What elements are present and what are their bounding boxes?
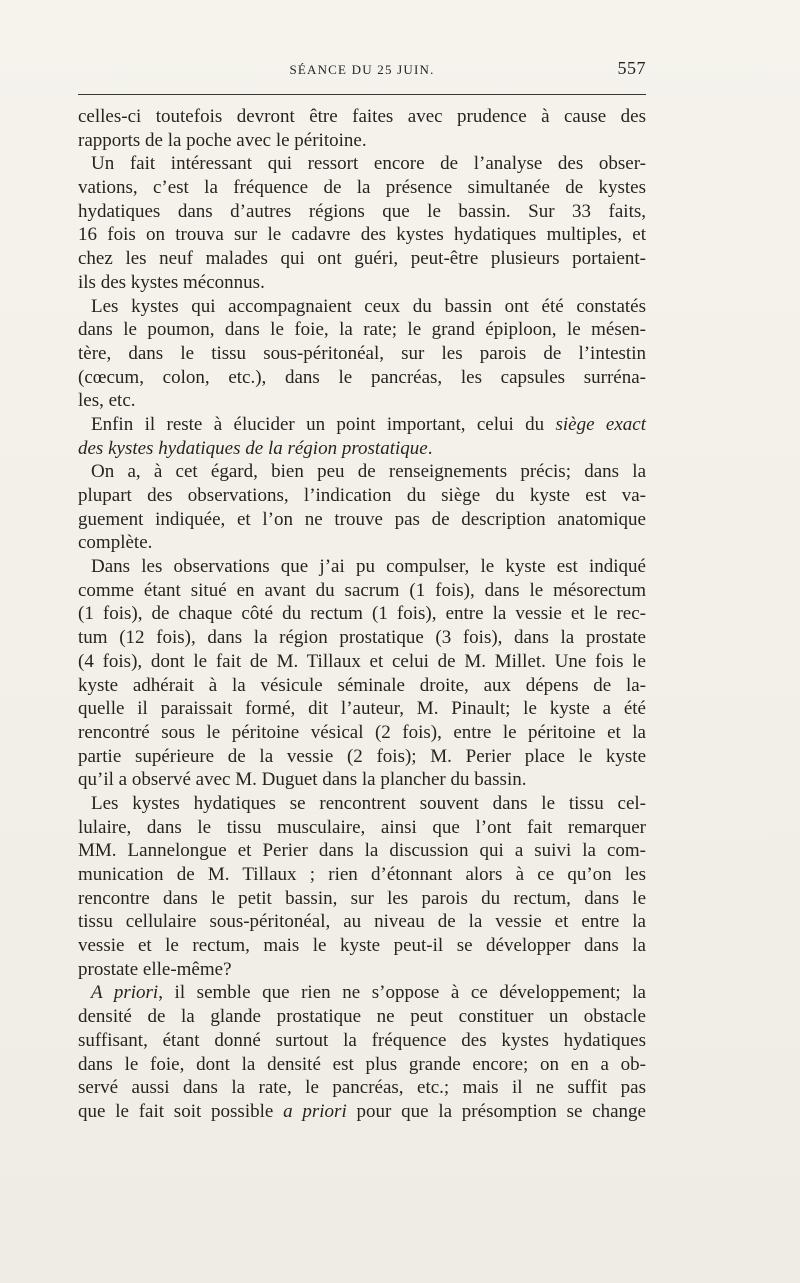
page-number: 557 bbox=[617, 58, 646, 78]
text-line: (cœcum, colon, etc.), dans le pancréas, les capsules surréna- bbox=[78, 366, 646, 388]
text-line: qu’il a observé avec M. Duguet dans la plancher du bassin. bbox=[78, 769, 527, 791]
page-header bbox=[78, 58, 646, 84]
text-line: tissu cellulaire sous-péritonéal, au niveau de la vessie et entre la bbox=[78, 911, 646, 933]
text-line: (1 fois), de chaque côté du rectum (1 fois), entre la vessie et le rec- bbox=[78, 603, 646, 625]
text-line: A priori, il semble que rien ne s’oppose à ce développement; la bbox=[91, 982, 646, 1004]
text-line: des kystes hydatiques de la région prostatique. bbox=[78, 437, 433, 459]
text-line: rencontré sous le péritoine vésical (2 fois), entre le péritoine et la bbox=[78, 721, 646, 743]
text-line: (4 fois), dont le fait de M. Tillaux et celui de M. Millet. Une fois le bbox=[78, 650, 646, 672]
text-line: partie supérieure de la vessie (2 fois); M. Perier place le kyste bbox=[78, 745, 646, 767]
text-line: 16 fois on trouva sur le cadavre des kystes hydatiques multiples, et bbox=[78, 224, 646, 246]
text-line: Un fait intéressant qui ressort encore de l’analyse des obser- bbox=[91, 153, 646, 175]
header-rule bbox=[78, 94, 646, 95]
text-line: celles-ci toutefois devront être faites avec prudence à cause des bbox=[78, 106, 646, 127]
text-line: suffisant, étant donné surtout la fréquence des kystes hydatiques bbox=[78, 1029, 646, 1051]
text-line: lulaire, dans le tissu musculaire, ainsi que l’ont fait remarquer bbox=[78, 816, 646, 838]
text-line: dans le poumon, dans le foie, la rate; le grand épiploon, le mésen- bbox=[78, 319, 646, 341]
text-line: les, etc. bbox=[78, 390, 136, 412]
text-line: tère, dans le tissu sous-péritonéal, sur les parois de l’intestin bbox=[78, 342, 646, 364]
text-line: Enfin il reste à élucider un point important, celui du siège exact bbox=[91, 413, 646, 435]
running-title: SÉANCE DU 25 JUIN. bbox=[289, 62, 435, 77]
text-line: Dans les observations que j’ai pu compulser, le kyste est indiqué bbox=[91, 556, 646, 578]
text-line: complète. bbox=[78, 532, 153, 554]
text-line: densité de la glande prostatique ne peut constituer un obstacle bbox=[78, 1006, 646, 1028]
text-line: quelle il paraissait formé, dit l’auteur, M. Pinault; le kyste a été bbox=[78, 698, 646, 720]
text-line: tum (12 fois), dans la région prostatique (3 fois), dans la prostate bbox=[78, 627, 646, 649]
text-line: chez les neuf malades qui ont guéri, peut-être plusieurs portaient- bbox=[78, 248, 646, 270]
text-line: On a, à cet égard, bien peu de renseignements précis; dans la bbox=[91, 461, 646, 483]
text-line: Les kystes hydatiques se rencontrent souvent dans le tissu cel- bbox=[91, 792, 646, 814]
text-line: kyste adhérait à la vésicule séminale droite, aux dépens de la- bbox=[78, 674, 646, 696]
text-line: vations, c’est la fréquence de la présence simultanée de kystes bbox=[78, 177, 646, 199]
text-line: comme étant situé en avant du sacrum (1 fois), dans le mésorectum bbox=[78, 579, 646, 601]
body-text bbox=[78, 105, 646, 1124]
text-line: plupart des observations, l’indication du siège du kyste est va- bbox=[78, 485, 646, 506]
text-line: guement indiquée, et l’on ne trouve pas de description anatomique bbox=[78, 508, 646, 530]
text-line: rencontre dans le petit bassin, sur les parois du rectum, dans le bbox=[78, 887, 646, 909]
text-line: ils des kystes méconnus. bbox=[78, 271, 265, 293]
text-line: vessie et le rectum, mais le kyste peut-il se développer dans la bbox=[78, 935, 646, 957]
text-line: servé aussi dans la rate, le pancréas, etc.; mais il ne suffit pas bbox=[78, 1077, 646, 1099]
text-line: munication de M. Tillaux ; rien d’étonnant alors à ce qu’on les bbox=[78, 864, 646, 885]
text-line: hydatiques dans d’autres régions que le bassin. Sur 33 faits, bbox=[78, 200, 646, 222]
text-line: dans le foie, dont la densité est plus grande encore; on en a ob- bbox=[78, 1053, 646, 1075]
text-line: Les kystes qui accompagnaient ceux du bassin ont été constatés bbox=[91, 295, 646, 317]
text-line: prostate elle-même? bbox=[78, 958, 232, 980]
text-line: MM. Lannelongue et Perier dans la discussion qui a suivi la com- bbox=[78, 840, 646, 862]
text-line: rapports de la poche avec le péritoine. bbox=[78, 129, 367, 151]
text-line: que le fait soit possible a priori pour que la présomption se change bbox=[78, 1100, 646, 1122]
